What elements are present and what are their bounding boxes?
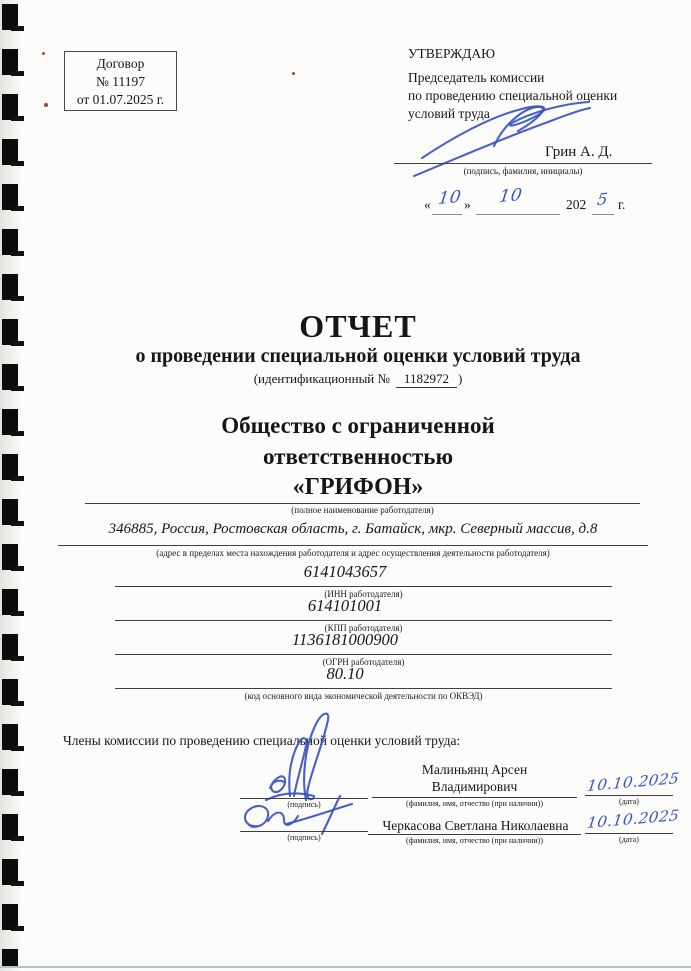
kpp-caption: (КПП работодателя) (324, 623, 403, 633)
employer-inn: 6141043657 (303, 562, 387, 581)
address-line (58, 545, 648, 546)
okved-line (115, 688, 612, 689)
date-year-printed: 202 (566, 197, 587, 212)
member-1-name (372, 761, 577, 795)
employer-name-line (85, 503, 640, 504)
date-open-quote: « (424, 197, 431, 212)
member-2-signature-line (240, 831, 368, 832)
address-caption: (адрес в пределах места нахождения работодателя и адрес осуществления деятельности работодателя) (156, 548, 550, 558)
report-subtitle: о проведении специальной оценки условий труда (135, 345, 581, 367)
ogrn-caption: (ОГРН работодателя) (322, 657, 405, 667)
approver-role-line-2: по проведению специальной оценки (408, 88, 618, 103)
member-1-date-line (585, 795, 673, 796)
approver-role-line-3: условий труда (408, 106, 490, 121)
kpp-line (115, 620, 612, 621)
inn-line (115, 586, 612, 587)
identification-suffix: ) (457, 371, 463, 386)
employer-okved: 80.10 (326, 664, 364, 683)
scan-speck (292, 72, 295, 75)
member-2-date-line (585, 833, 673, 834)
year-blank-line (592, 214, 614, 215)
report-title: ОТЧЕТ (299, 308, 417, 344)
employer-name-line-2: ответственностью (262, 444, 454, 469)
member-1-signature (258, 708, 338, 808)
employer-name (25, 410, 691, 503)
handwritten-year-digit: 5 (596, 189, 610, 209)
day-blank-line (432, 214, 462, 215)
binding-comb-teeth (11, 26, 24, 966)
member-2-name: Черкасова Светлана Николаевна (382, 818, 569, 833)
member-2-signature-caption: (подпись) (287, 833, 321, 842)
identification-row (25, 371, 691, 388)
ogrn-line (115, 654, 612, 655)
contract-number: № 11197 (95, 74, 145, 89)
member-2-name-line (368, 834, 581, 835)
member-1-name-caption: (фамилия, имя, отчество (при наличии)) (406, 799, 543, 808)
employer-address: 346885, Россия, Ростовская область, г. Батайск, мкр. Северный массив, д.8 (108, 521, 598, 537)
signature-line (394, 163, 652, 164)
chairman-name: Грин А. Д. (545, 144, 613, 160)
date-close-quote: » (464, 197, 471, 212)
month-blank-line (476, 214, 560, 215)
inn-caption: (ИНН работодателя) (324, 589, 403, 599)
member-1-name-text: Малиньянц Арсен Владимирович (421, 762, 528, 794)
handwritten-day: 10 (437, 187, 463, 209)
member-2-date: 10.10.2025 (586, 806, 681, 832)
approve-heading: УТВЕРЖДАЮ (408, 46, 496, 61)
approver-role-line-1: Председатель комиссии (408, 70, 545, 85)
employer-name-caption: (полное наименование работодателя) (291, 505, 434, 515)
members-heading: Члены комиссии по проведению специальной оценки условий труда: (63, 733, 461, 748)
employer-name-line-3: «ГРИФОН» (292, 474, 424, 500)
identification-prefix: (идентификационный № (253, 371, 390, 386)
member-2-name-caption: (фамилия, имя, отчество (при наличии)) (406, 836, 543, 845)
contract-stamp-box (64, 51, 177, 111)
okved-caption: (код основного вида экономической деятельности по ОКВЭД) (244, 691, 483, 701)
employer-ogrn: 1136181000900 (291, 630, 399, 649)
member-1-date: 10.10.2025 (586, 769, 681, 795)
identification-number: 1182972 (396, 371, 457, 388)
employer-kpp: 614101001 (307, 596, 383, 615)
signature-line-caption: (подпись, фамилия, инициалы) (463, 166, 583, 176)
employer-name-line-1: Общество с ограниченной (221, 413, 495, 438)
page-bottom-edge (0, 966, 691, 968)
handwritten-month: 10 (498, 185, 524, 207)
contract-date: от 01.07.2025 г. (76, 92, 165, 107)
member-2-date-caption: (дата) (619, 835, 639, 844)
member-1-signature-caption: (подпись) (287, 800, 321, 809)
date-year-suffix: г. (618, 197, 626, 212)
contract-label: Договор (96, 56, 145, 71)
scan-speck (44, 103, 48, 107)
scan-speck (42, 52, 45, 55)
member-1-date-caption: (дата) (619, 797, 639, 806)
member-1-name-line (372, 797, 577, 798)
